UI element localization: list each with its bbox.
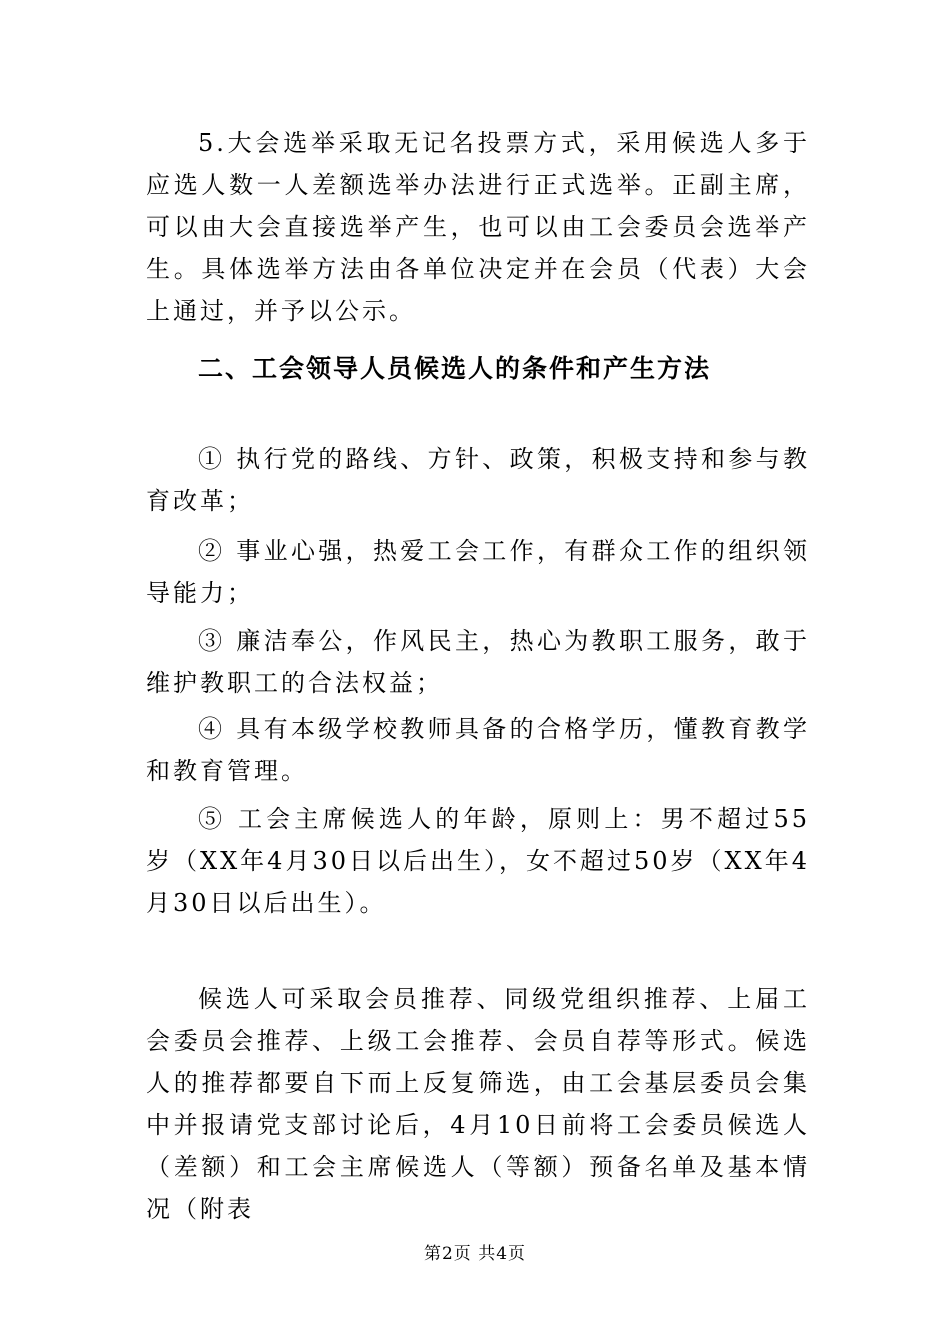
nomination-paragraph: 候选人可采取会员推荐、同级党组织推荐、上届工会委员会推荐、上级工会推荐、会员自荐等形式。候选人的推荐都要自下而上反复筛选，由工会基层委员会集中并报请党支部讨论后，4月10日前将工会委员候选人（差额）和工会主席候选人（等额）预备名单及基本情况（附表 xyxy=(146,985,810,1223)
condition-item-4: ④ 具有本级学校教师具备的合格学历，懂教育教学和教育管理。 xyxy=(146,715,810,785)
condition-item-1: ① 执行党的路线、方针、政策，积极支持和参与教育改革； xyxy=(146,445,810,515)
condition-item-3: ③ 廉洁奉公，作风民主，热心为教职工服务，敢于维护教职工的合法权益； xyxy=(146,627,810,697)
election-method-paragraph: 5.大会选举采取无记名投票方式，采用候选人多于应选人数一人差额选举办法进行正式选举。正副主席，可以由大会直接选举产生，也可以由工会委员会选举产生。具体选举方法由各单位决定并在会员（代表）大会上通过，并予以公示。 xyxy=(146,129,810,325)
condition-item-2: ② 事业心强，热爱工会工作，有群众工作的组织领导能力； xyxy=(146,537,810,607)
page-number-footer: 第2页 共4页 xyxy=(423,1244,527,1264)
section-heading: 二、工会领导人员候选人的条件和产生方法 xyxy=(198,354,712,383)
condition-item-5: ⑤ 工会主席候选人的年龄，原则上：男不超过55岁（XX年4月30日以后出生），女不超过50岁（XX年4月30日以后出生）。 xyxy=(146,805,810,917)
